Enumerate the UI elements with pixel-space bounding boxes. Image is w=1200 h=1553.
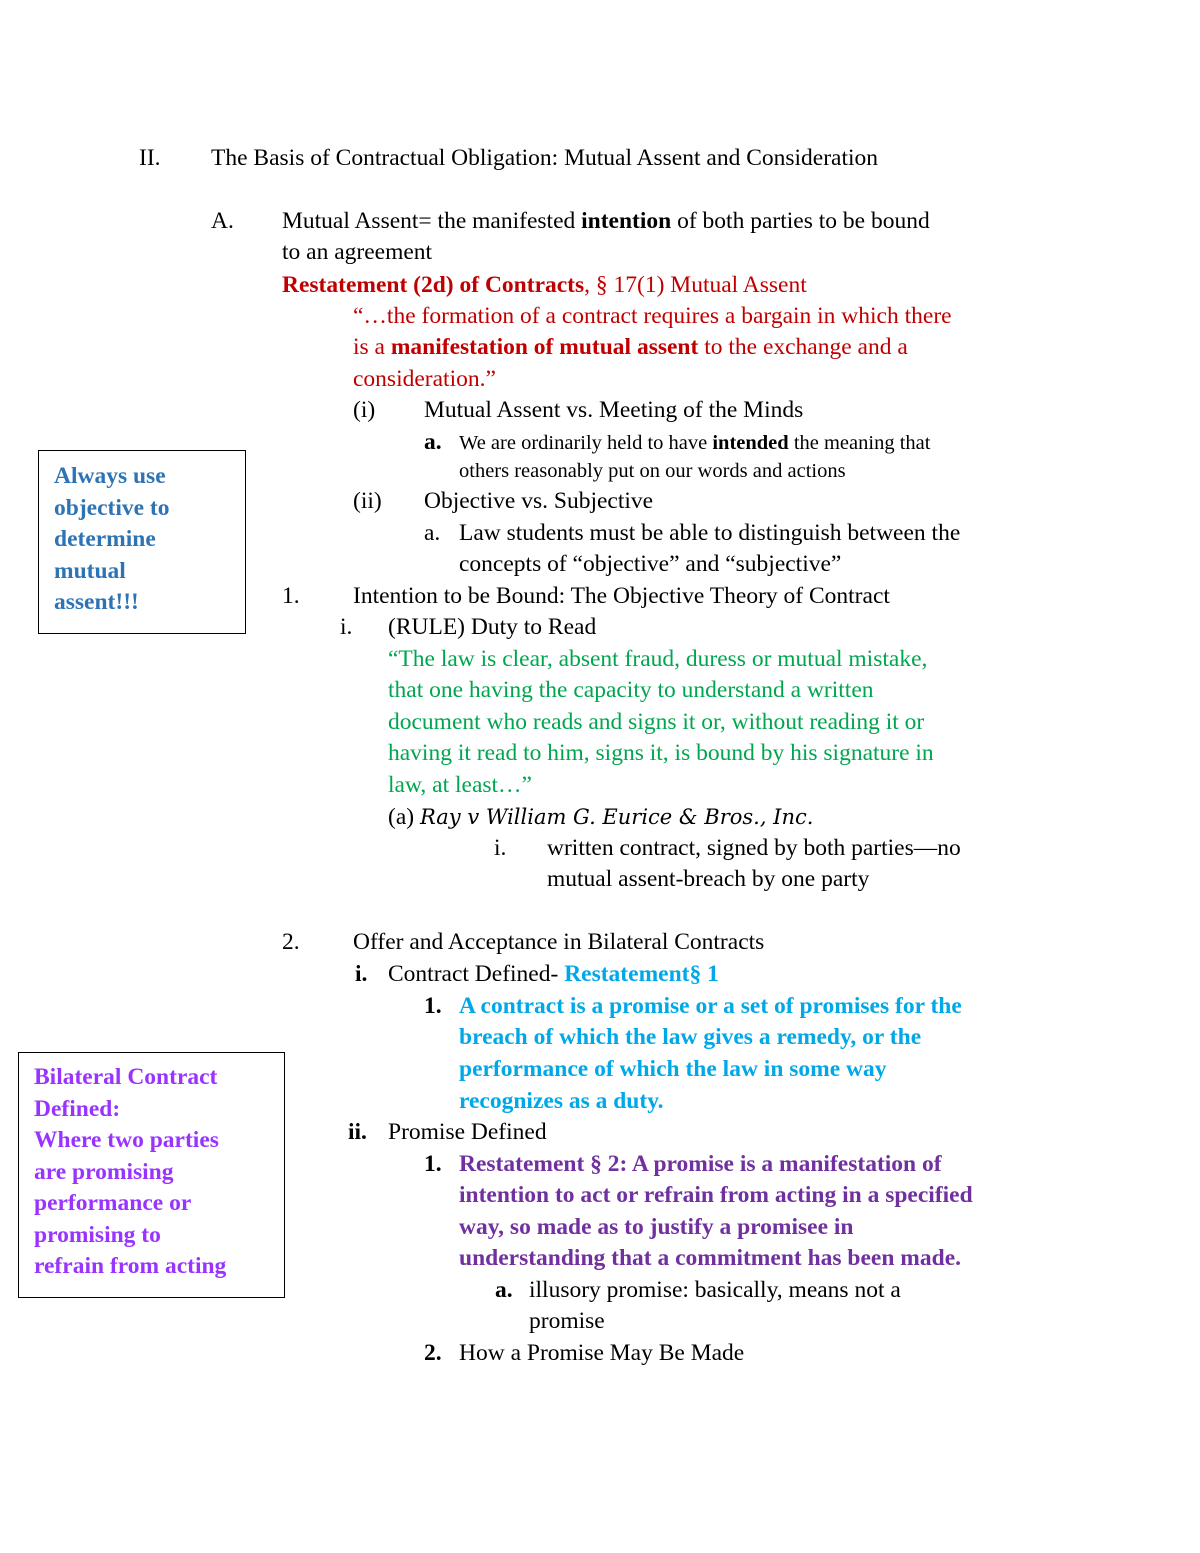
- item1-marker: 1.: [282, 583, 300, 609]
- item2-i-marker: i.: [355, 961, 368, 987]
- note-line: Defined:: [34, 1095, 121, 1122]
- restatement-quote-line3: consideration.”: [353, 366, 496, 392]
- case-i-line2: mutual assent-breach by one party: [547, 866, 870, 892]
- note-line: mutual: [54, 557, 126, 584]
- text-run: to the exchange and a: [698, 334, 908, 360]
- duty-to-read-quote-line5: law, at least…”: [388, 772, 532, 798]
- promise-definition-line2: intention to act or refrain from acting in a specified: [459, 1182, 973, 1208]
- case-name: Ray v William G. Eurice & Bros., Inc.: [419, 805, 814, 829]
- item1-i-marker: i.: [340, 614, 353, 640]
- restatement-quote-line2: [353, 332, 908, 363]
- section-a-line1: [282, 206, 930, 237]
- item2-title: Offer and Acceptance in Bilateral Contracts: [353, 929, 765, 955]
- text-run: Contract Defined-: [388, 961, 565, 987]
- duty-to-read-quote-line4: having it read to him, signs it, is bound by his signature in: [388, 740, 934, 766]
- case-i-line1: written contract, signed by both parties—no: [547, 835, 961, 861]
- illusory-marker: a.: [495, 1277, 513, 1303]
- section-a-line2: to an agreement: [282, 239, 433, 265]
- sub-ii-marker: (ii): [353, 488, 382, 514]
- sub-i-a-line2: others reasonably put on our words and actions: [459, 460, 846, 482]
- section-a-letter: A.: [211, 208, 234, 234]
- citation-bold: Restatement (2d) of Contracts: [282, 272, 585, 298]
- sub-ii-a-marker: a.: [424, 520, 441, 546]
- illusory-line1: illusory promise: basically, means not a: [529, 1277, 901, 1303]
- item2-ii-2-marker: 2.: [424, 1340, 442, 1366]
- promise-definition-line4: understanding that a commitment has been made.: [459, 1245, 962, 1271]
- sub-i-a-line1: [459, 428, 930, 459]
- contract-definition-line1: A contract is a promise or a set of promises for the: [459, 993, 962, 1019]
- contract-definition-line3: performance of which the law in some way: [459, 1056, 887, 1082]
- illusory-line2: promise: [529, 1308, 605, 1334]
- contract-definition-line2: breach of which the law gives a remedy, or the: [459, 1024, 922, 1050]
- sub-i-title: Mutual Assent vs. Meeting of the Minds: [424, 397, 804, 423]
- sub-ii-a-line1: Law students must be able to distinguish between the: [459, 520, 961, 546]
- note-line: Bilateral Contract: [34, 1064, 218, 1090]
- item2-marker: 2.: [282, 929, 300, 955]
- margin-note-bilateral: [18, 1052, 285, 1298]
- bold-term: manifestation of mutual assent: [390, 334, 699, 360]
- promise-definition-line1: Restatement § 2: A promise is a manifestation of: [459, 1151, 942, 1177]
- text-run: Mutual Assent= the manifested: [282, 208, 582, 234]
- note-line: Always use: [54, 463, 166, 489]
- item2-ii-marker: ii.: [348, 1119, 367, 1145]
- item1-title: Intention to be Bound: The Objective Theory of Contract: [353, 583, 890, 609]
- item2-ii-1-marker: 1.: [424, 1151, 442, 1177]
- note-line: objective to: [54, 494, 170, 521]
- sub-i-a-marker: a.: [424, 429, 442, 455]
- note-line: promising to: [34, 1221, 161, 1248]
- duty-to-read-quote-line2: that one having the capacity to understand a written: [388, 677, 874, 703]
- restatement-17-citation: [282, 270, 807, 301]
- sub-i-marker: (i): [353, 397, 376, 423]
- item2-i-title: [388, 959, 719, 990]
- item2-ii-2-title: How a Promise May Be Made: [459, 1340, 745, 1366]
- duty-to-read-quote-line3: document who reads and signs it or, without reading it or: [388, 709, 925, 735]
- case-i-marker: i.: [494, 835, 507, 861]
- bold-term: intention: [581, 208, 672, 234]
- item1-i-title: (RULE) Duty to Read: [388, 614, 597, 640]
- note-line: performance or: [34, 1190, 192, 1216]
- note-line: refrain from acting: [34, 1253, 227, 1279]
- note-line: are promising: [34, 1158, 174, 1185]
- note-line: Where two parties: [34, 1127, 219, 1153]
- case-entry: [388, 802, 813, 833]
- duty-to-read-quote-line1: “The law is clear, absent fraud, duress or mutual mistake,: [388, 646, 928, 672]
- margin-note-objective: [38, 450, 246, 634]
- text-run: the meaning that: [788, 432, 931, 454]
- note-line: assent!!!: [54, 589, 139, 615]
- bold-term: intended: [712, 432, 789, 454]
- note-line: determine: [54, 526, 156, 552]
- text-run: is a: [353, 334, 391, 360]
- citation-rest: , § 17(1) Mutual Assent: [584, 272, 807, 298]
- restatement-quote-line1: “…the formation of a contract requires a bargain in which there: [353, 303, 952, 329]
- item2-ii-title: Promise Defined: [388, 1119, 547, 1145]
- item2-i-1-marker: 1.: [424, 993, 442, 1019]
- sub-ii-title: Objective vs. Subjective: [424, 488, 654, 514]
- restatement-1-reference: Restatement§ 1: [564, 961, 719, 987]
- promise-definition-line3: way, so made as to justify a promisee in: [459, 1214, 854, 1240]
- case-marker: (a): [388, 804, 415, 830]
- sub-ii-a-line2: concepts of “objective” and “subjective”: [459, 551, 842, 577]
- contract-definition-line4: recognizes as a duty.: [459, 1088, 664, 1114]
- text-run: of both parties to be bound: [671, 208, 930, 234]
- heading-title: The Basis of Contractual Obligation: Mutual Assent and Consideration: [211, 145, 879, 171]
- text-run: We are ordinarily held to have: [459, 432, 713, 454]
- heading-numeral: II.: [139, 145, 161, 171]
